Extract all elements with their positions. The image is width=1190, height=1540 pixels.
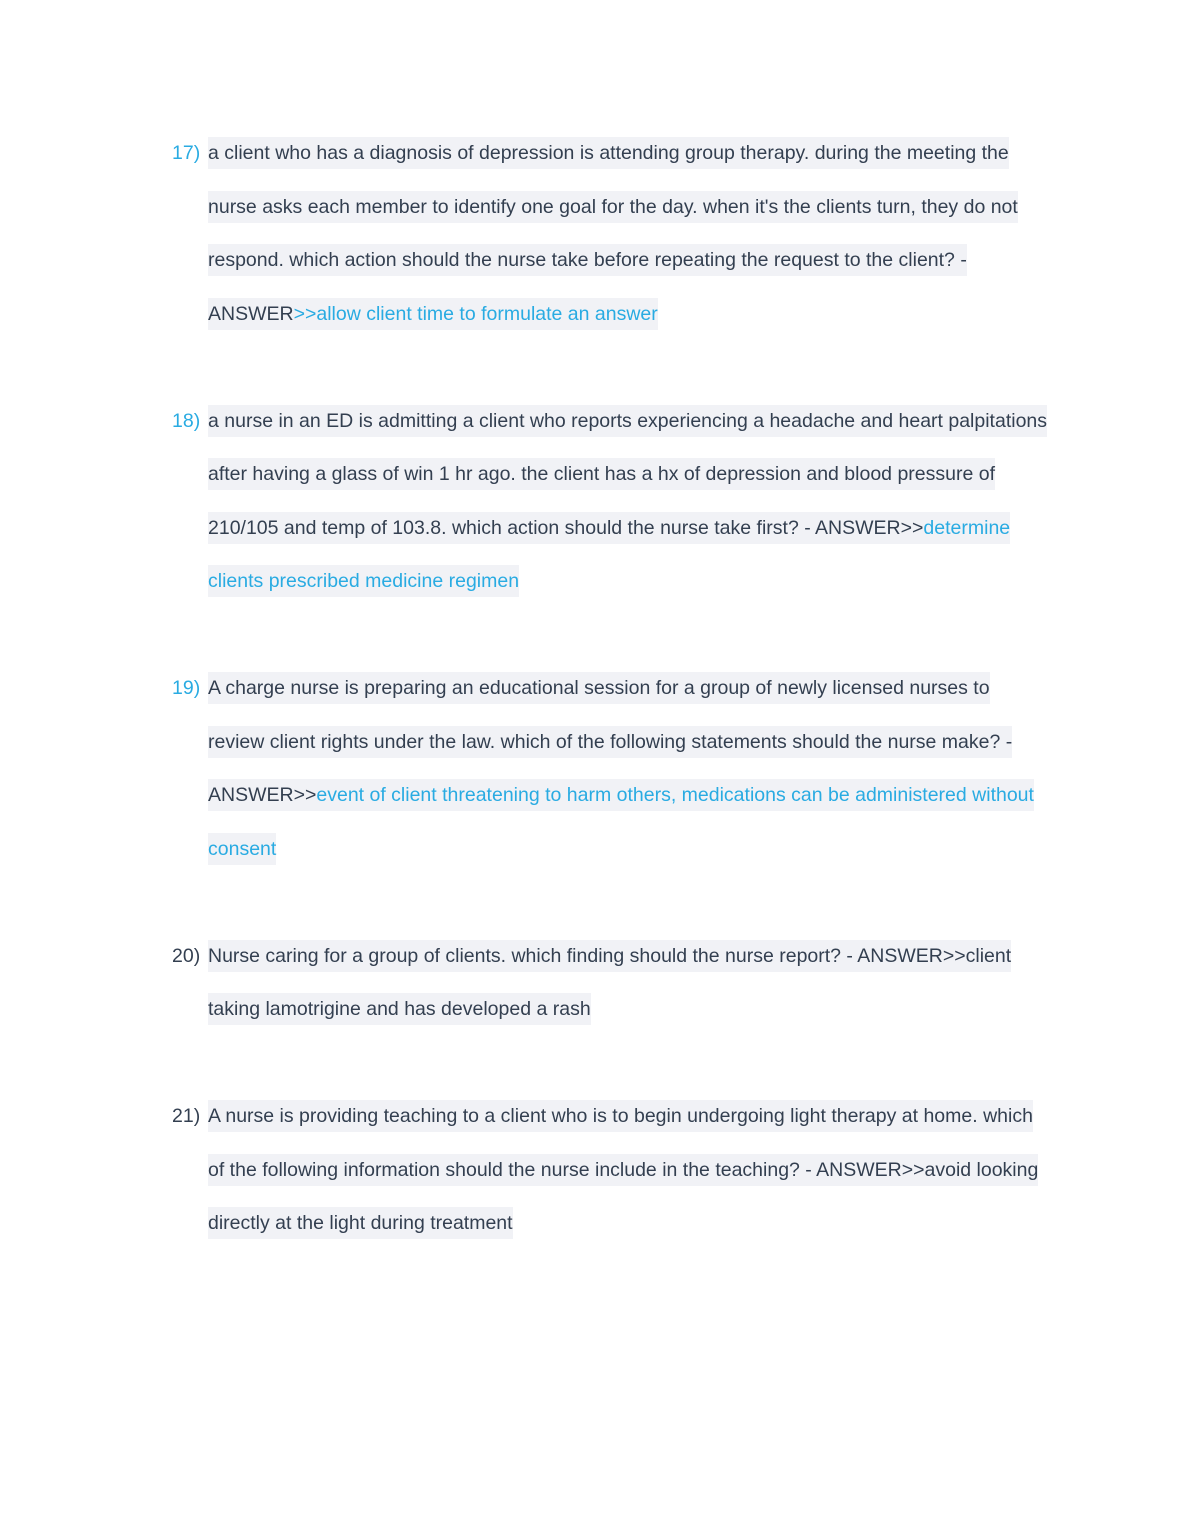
highlighted-text: [208, 1100, 1038, 1239]
question-number: 20): [172, 944, 201, 967]
question-item: [172, 395, 1048, 609]
highlighted-text: [208, 405, 1047, 598]
question-number: 21): [172, 1105, 201, 1127]
question-number: 19): [172, 677, 201, 699]
question-number: 18): [172, 409, 201, 432]
question-item: [172, 930, 1048, 1037]
highlighted-text: [208, 137, 1018, 330]
question-segment: A nurse is providing teaching to a client who is to begin undergoing light therapy at home. which of the following information should the nurse include in the teaching? - ANSWER>>avoid looking directly at the light during treatment: [208, 1105, 1039, 1234]
question-segment: A charge nurse is preparing an educational session for a group of newly licensed nurses to review client rights under the law. which of the following statements should the nurse make? - ANSWER>>: [208, 677, 1013, 806]
answer-segment: determine clients prescribed medicine regimen: [208, 516, 1011, 592]
answer-segment: event of client threatening to harm others, medications can be administered without consent: [208, 784, 1034, 860]
answer-segment: >>allow client time to formulate an answer: [293, 302, 658, 325]
question-segment: a nurse in an ED is admitting a client who reports experiencing a headache and heart palpitations after having a glass of win 1 hr ago. the client has a hx of depression and blood pressure of 210/105 and temp of 103.8. which action should the nurse take first? - ANSWER>>: [208, 409, 1048, 539]
question-item: [172, 127, 1048, 341]
question-item: [172, 662, 1048, 876]
highlighted-text: [208, 672, 1034, 865]
question-item: [172, 1090, 1048, 1251]
question-segment: Nurse caring for a group of clients. which finding should the nurse report? - ANSWER>>client taking lamotrigine and has developed a rash: [208, 944, 1012, 1020]
question-segment: a client who has a diagnosis of depression is attending group therapy. during the meeting the nurse asks each member to identify one goal for the day. when it's the clients turn, they do not respond. which action should the nurse take before repeating the request to the client? - ANSWER: [208, 142, 1018, 325]
highlighted-text: [208, 940, 1011, 1026]
question-number: 17): [172, 142, 201, 164]
